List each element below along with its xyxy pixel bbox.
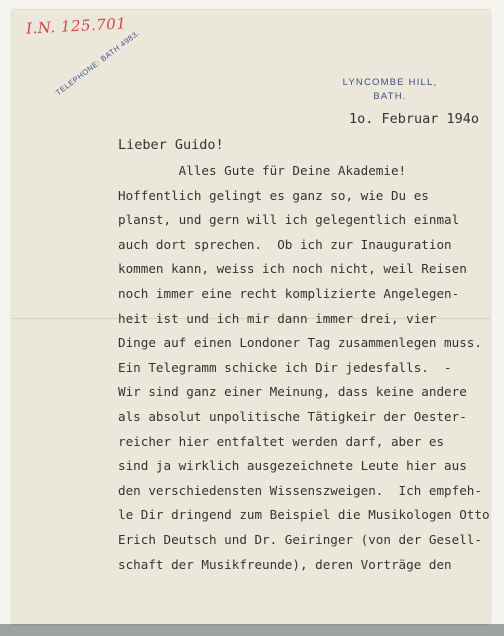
body-line: heit ist und ich mir dann immer drei, vier: [118, 310, 437, 326]
body-line: den verschiedensten Wissenszweigen. Ich empfeh-: [118, 482, 482, 498]
body-line: noch immer eine recht komplizierte Angelegen-: [118, 285, 460, 301]
address-line-2: BATH.: [373, 91, 407, 102]
body-line: planst, und gern will ich gelegentlich einmal: [118, 212, 460, 228]
body-line: sind ja wirklich ausgezeichnete Leute hier aus: [118, 458, 467, 474]
body-line: Hoffentlich gelingt es ganz so, wie Du es: [118, 187, 429, 203]
letter-date: 1o. Februar 194o: [349, 111, 480, 127]
address-line-1: LYNCOMBE HILL,: [342, 77, 438, 88]
body-line: Dinge auf einen Londoner Tag zusammenlegen muss.: [118, 335, 482, 351]
body-line: kommen kann, weiss ich noch nicht, weil Reisen: [118, 261, 467, 277]
letterhead-address: [320, 76, 460, 104]
telephone-stamp: TELEPHONE: BATH 4983.: [54, 28, 142, 98]
body-line: als absolut unpolitische Tätigkeir der Oester-: [118, 408, 467, 424]
body-line: reicher hier entfaltet werden darf, aber es: [118, 433, 445, 449]
body-line: Alles Gute für Deine Akademie!: [118, 163, 407, 178]
body-line: auch dort sprechen. Ob ich zur Inauguration: [118, 236, 452, 252]
letter-body: [118, 159, 488, 577]
body-line: Wir sind ganz einer Meinung, dass keine andere: [118, 384, 467, 400]
body-line: Erich Deutsch und Dr. Geiringer (von der Gesell-: [118, 531, 482, 547]
body-line: Ein Telegramm schicke ich Dir jedesfalls. -: [118, 359, 452, 375]
archive-number: I.N. 125.701: [25, 14, 127, 38]
scan-bottom-edge: [0, 624, 504, 636]
salutation: Lieber Guido!: [118, 137, 224, 153]
body-line: schaft der Musikfreunde), deren Vorträge den: [118, 556, 452, 572]
body-line: le Dir dringend zum Beispiel die Musikologen Otto: [118, 507, 490, 523]
